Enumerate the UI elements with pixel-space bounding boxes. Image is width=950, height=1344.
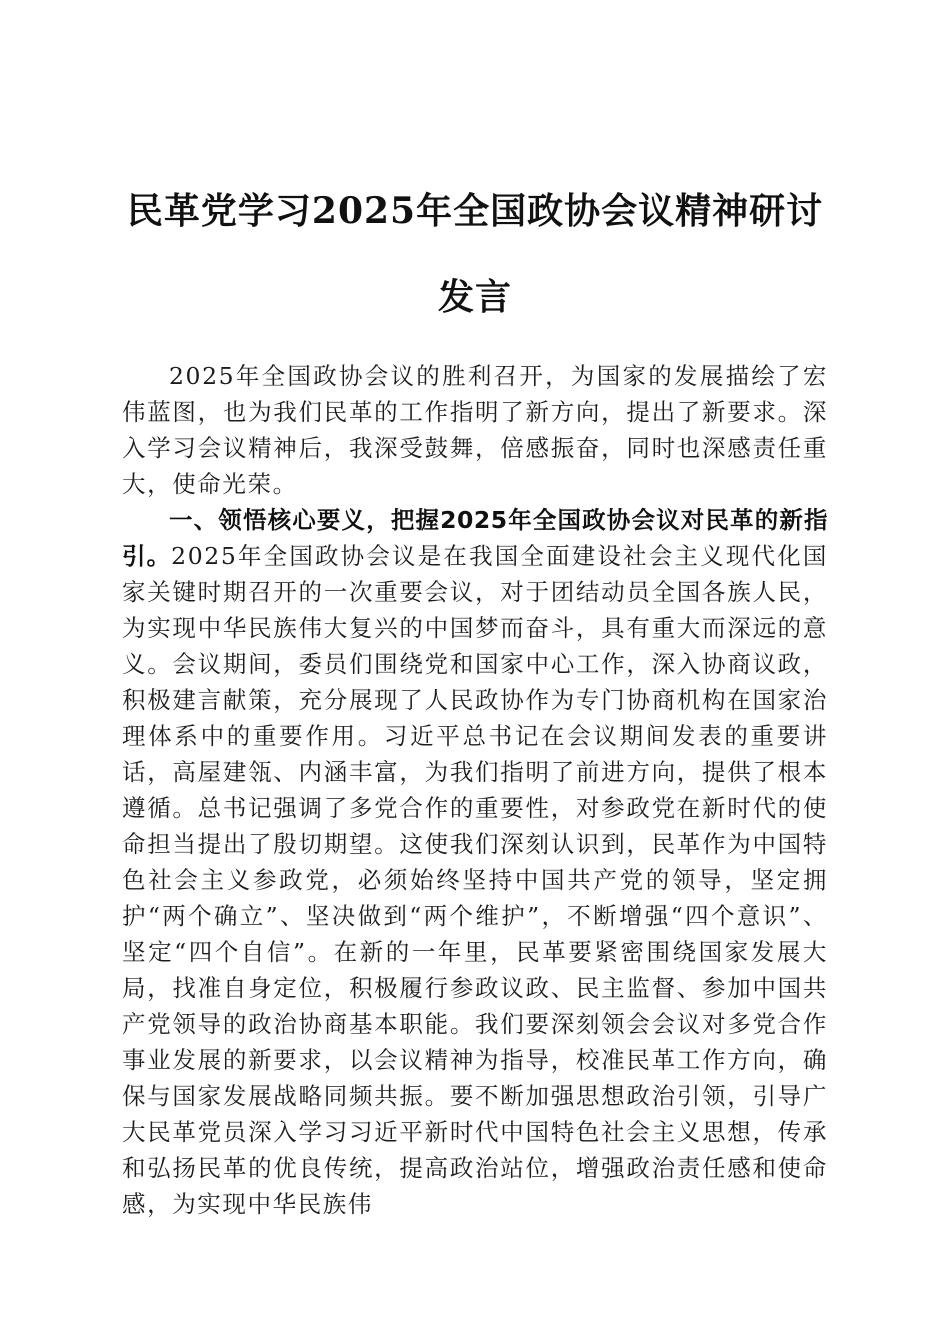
section-one-heading: 一、领悟核心要义，把握2025年全国政协会议对民革的新指引。	[122, 506, 828, 570]
section-one-text: 2025年全国政协会议是在我国全面建设社会主义现代化国家关键时期召开的一次重要会议，对于团结动员全国各族人民，为实现中华民族伟大复兴的中国梦而奋斗，具有重大而深远的意义。会议期间，委员们围绕党和国家中心工作，深入协商议政，积极建言献策，充分展现了人民政协作为专门协商机构在国家治理体系中的重要作用。习近平总书记在会议期间发表的重要讲话，高屋建瓴、内涵丰富，为我们指明了前进方向，提供了根本遵循。总书记强调了多党合作的重要性，对参政党在新时代的使命担当提出了殷切期望。这使我们深刻认识到，民革作为中国特色社会主义参政党，必须始终坚持中国共产党的领导，坚定拥护“两个确立”、坚决做到“两个维护”，不断增强“四个意识”、坚定“四个自信”。在新的一年里，民革要紧密围绕国家发展大局，找准自身定位，积极履行参政议政、民主监督、参加中国共产党领导的政治协商基本职能。我们要深刻领会会议对多党合作事业发展的新要求，以会议精神为指导，校准民革工作方向，确保与国家发展战略同频共振。要不断加强思想政治引领，引导广大民革党员深入学习习近平新时代中国特色社会主义思想，传承和弘扬民革的优良传统，提高政治站位，增强政治责任感和使命感，为实现中华民族伟	[122, 542, 829, 1218]
intro-paragraph	[122, 358, 828, 502]
document-body	[122, 358, 828, 1222]
section-one-paragraph	[122, 502, 828, 1222]
intro-paragraph-text: 2025年全国政协会议的胜利召开，为国家的发展描绘了宏伟蓝图，也为我们民革的工作指明了新方向，提出了新要求。深入学习会议精神后，我深受鼓舞，倍感振奋，同时也深感责任重大，使命光荣。	[122, 362, 828, 498]
document-title: 民革党学习2025年全国政协会议精神研讨发言	[126, 190, 824, 318]
